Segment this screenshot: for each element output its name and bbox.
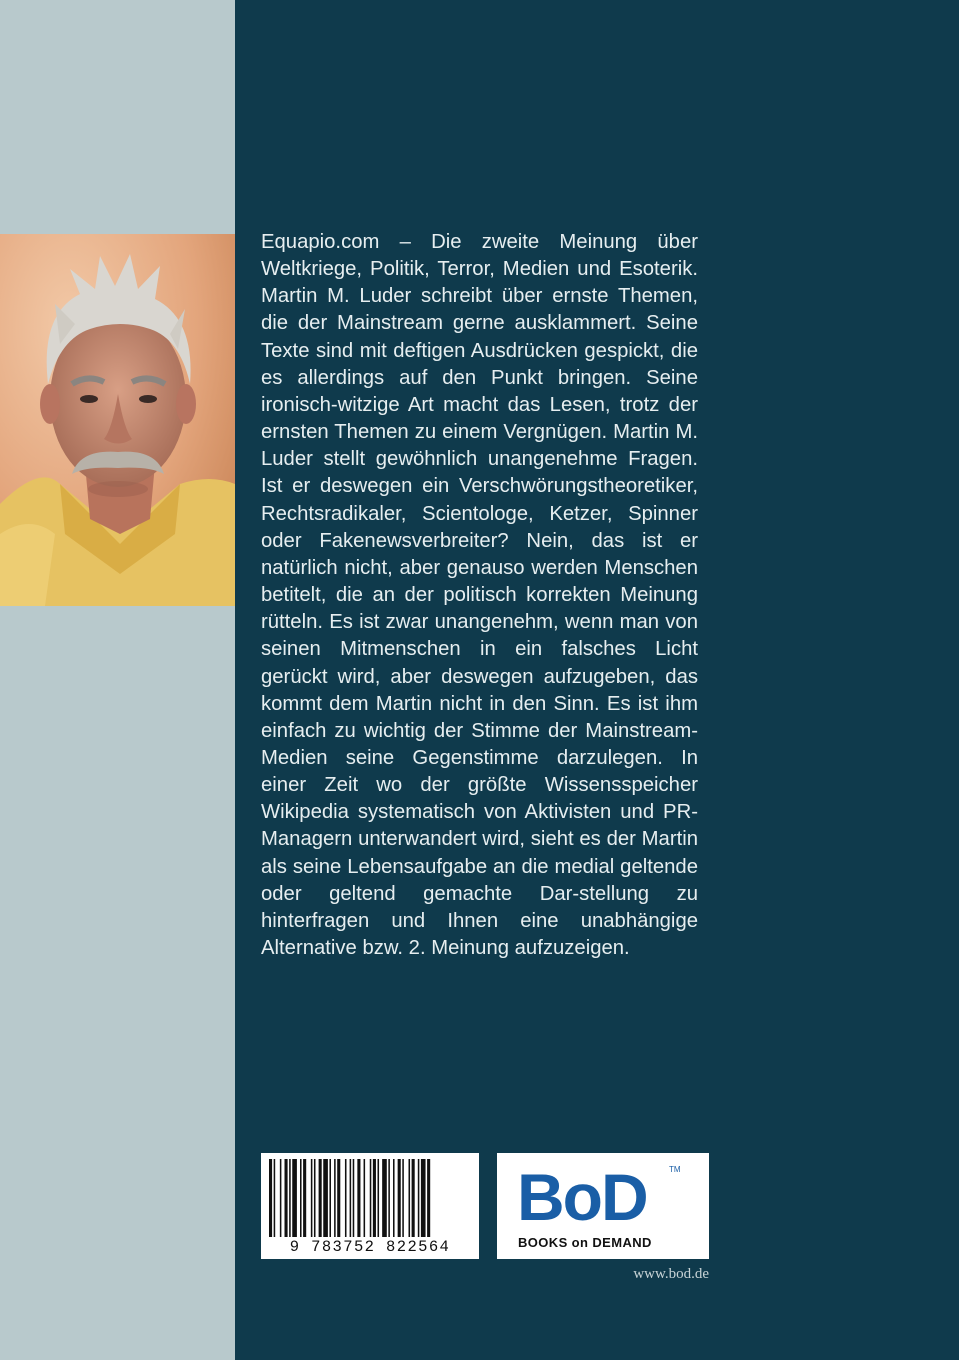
barcode-bar <box>412 1159 415 1237</box>
barcode-bar <box>289 1159 291 1237</box>
back-cover-blurb: Equapio.com – Die zweite Meinung über Weltkriege, Politik, Terror, Medien und Esoterik. Martin M. Luder schreibt über ernste Themen, die der Mainstream gerne ausklammert. Seine Texte sind mit deftigen Ausdrücken gespickt, die es allerdings auf den Punkt bringen. Seine ironisch-witzige Art macht das Lesen, trotz der ernsten Themen zu einem Vergnügen. Martin M. Luder stellt gewöhnlich unangenehme Fragen. Ist er deswegen ein Verschwörungstheoretiker, Rechtsradikaler, Scientologe, Ketzer, Spinner oder Fakenewsverbreiter? Nein, das ist er natürlich nicht, aber genauso werden Menschen betitelt, die an der politisch korrekten Meinung rütteln. Es ist zwar unangenehm, wenn man von seinen Mitmenschen in ein falsches Licht gerückt wird, aber deswegen aufzugeben, das kommt dem Martin nicht in den Sinn. Es ist ihm einfach zu wichtig der Stimme der Mainstream-Medien seine Gegenstimme darzulegen. In einer Zeit wo der größte Wissensspeicher Wikipedia systematisch von Aktivisten und PR-Managern unterwandert wird, sieht es der Martin als seine Lebensaufgabe an die medial geltende oder geltend gemachte Dar-stellung zu hinterfragen und Ihnen eine unabhängige Alternative bzw. 2. Meinung aufzuzeigen. <box>261 231 698 960</box>
barcode-bar <box>337 1159 340 1237</box>
barcode-bar <box>280 1159 282 1237</box>
barcode-bar <box>427 1159 430 1237</box>
barcode-bar <box>350 1159 352 1237</box>
author-portrait-image <box>0 234 235 606</box>
author-photo <box>0 234 235 606</box>
barcode-bar <box>382 1159 387 1237</box>
barcode-bar <box>393 1159 395 1237</box>
barcode-bar <box>373 1159 376 1237</box>
barcode-bar <box>421 1159 426 1237</box>
barcode-bar <box>353 1159 355 1237</box>
publisher-logo-box <box>497 1153 709 1259</box>
isbn-barcode <box>261 1153 479 1259</box>
barcode-bar <box>311 1159 313 1237</box>
publisher-logo: BoD <box>517 1160 647 1234</box>
barcode-bar <box>329 1159 331 1237</box>
barcode-bar <box>314 1159 316 1237</box>
trademark-mark: TM <box>669 1165 681 1174</box>
barcode-bar <box>409 1159 411 1237</box>
barcode-bar <box>323 1159 328 1237</box>
barcode-bar <box>269 1159 272 1237</box>
publisher-tagline: BOOKS on DEMAND <box>518 1235 652 1250</box>
barcode-bar <box>274 1159 276 1237</box>
barcode-bar <box>388 1159 390 1237</box>
barcode-bar <box>285 1159 288 1237</box>
barcode-bar <box>345 1159 347 1237</box>
barcode-bar <box>370 1159 372 1237</box>
left-color-strip <box>0 0 235 1360</box>
publisher-url: www.bod.de <box>633 1266 709 1282</box>
isbn-number: 9 783752 822564 <box>289 1238 451 1256</box>
barcode-bar <box>303 1159 306 1237</box>
barcode-bar <box>402 1159 404 1237</box>
barcode-bar <box>378 1159 380 1237</box>
barcode-bar <box>357 1159 360 1237</box>
barcode-bar <box>300 1159 302 1237</box>
barcode-bar <box>334 1159 336 1237</box>
barcode-bar <box>292 1159 297 1237</box>
barcode-bar <box>364 1159 366 1237</box>
barcode-bar <box>398 1159 401 1237</box>
barcode-bar <box>319 1159 322 1237</box>
barcode-bar <box>418 1159 420 1237</box>
